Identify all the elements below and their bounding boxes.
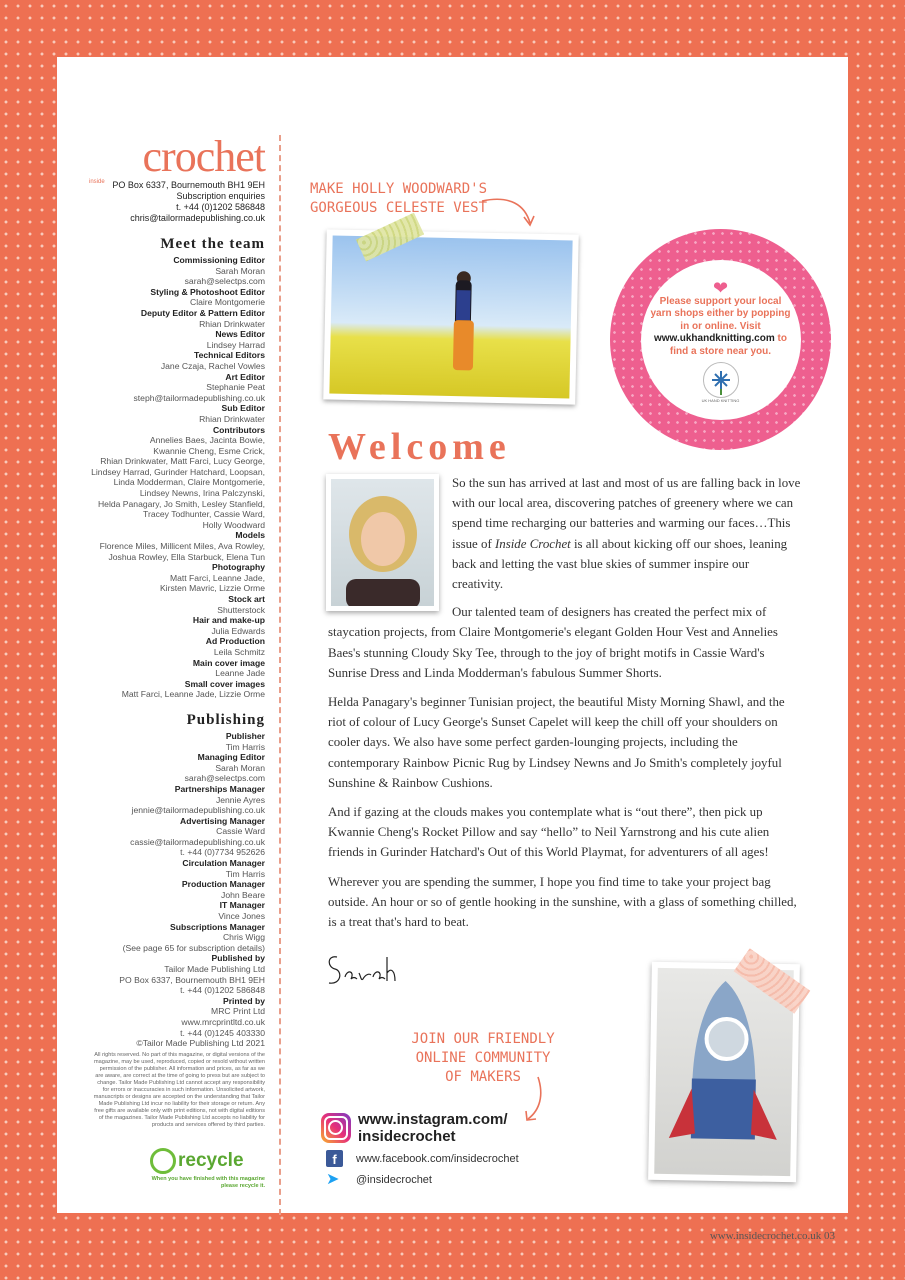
credit-name: t. +44 (0)1202 586848	[180, 985, 265, 996]
credit-role: Commissioning Editor	[173, 255, 265, 265]
credit-role: Subscriptions Manager	[169, 921, 265, 932]
welcome-title: Welcome	[328, 426, 511, 468]
community-callout: JOIN OUR FRIENDLY ONLINE COMMUNITY OF MAKERS	[411, 1031, 555, 1085]
credit-role: Small cover images	[184, 678, 265, 689]
credit-role: Publisher	[225, 730, 265, 741]
credit-name: Jane Czaja, Rachel Vowles	[160, 360, 265, 371]
uk-hand-knitting-logo-text: UK HAND KNITTING	[701, 398, 740, 403]
credit-role: Ad Production	[205, 636, 265, 647]
credit-name: Rhian Drinkwater	[199, 413, 265, 424]
credit-name[interactable]: cassie@tailormadepublishing.co.uk	[130, 836, 265, 847]
credit-role: Sub Editor	[221, 403, 265, 414]
credit-role: Deputy Editor & Pattern Editor	[140, 307, 265, 318]
heart-icon: ❤	[712, 277, 729, 298]
credit-name: Lindsey Newns, Irina Palczynski,	[139, 488, 265, 499]
credit-name: Claire Montgomerie	[190, 297, 265, 308]
twitter-icon: ➤	[326, 1171, 340, 1188]
phone: t. +44 (0)1202 586848	[176, 202, 265, 212]
credit-role: Stock art	[228, 594, 265, 604]
welcome-letter	[328, 473, 803, 941]
credit-name: Sarah Moran	[215, 265, 265, 276]
facebook-link[interactable]: f www.facebook.com/insidecrochet	[326, 1150, 519, 1167]
credit-role: Published by	[211, 953, 265, 964]
recycle-badge	[150, 1148, 265, 1189]
publishing-list	[85, 731, 265, 1049]
team-heading: Meet the team	[160, 236, 265, 252]
address: PO Box 6337, Bournemouth BH1 9EH	[112, 180, 265, 190]
credit-name: Lindsey Harrad	[206, 339, 265, 350]
curved-arrow-icon	[520, 1075, 550, 1125]
publishing-heading: Publishing	[186, 711, 265, 728]
credit-name: Linda Modderman, Claire Montgomerie,	[113, 477, 265, 488]
contact-block	[85, 180, 265, 224]
legal-text: All rights reserved. No part of this magazine, or digital versions of the magazine, may be used, reproduced, copied or resold without written permission of the publisher. All information and prices, as far as we are aware, are correct at the time of going to press but are subject to change. Tailor Made Publishing Ltd cannot accept any responsibility for errors or inaccuracies in such information. Unsolicited artwork, manuscripts or designs are accepted on the understanding that Tailor Made Publishing Ltd incur no liability for their storage or return. Any free gifts are available only with print editions, not with digital editions of the magazines. Tailor Made Publishing Ltd accepts no liability for products and services offered by third parties.	[93, 1051, 265, 1128]
credit-name[interactable]: www.mrcprintltd.co.uk	[181, 1016, 265, 1027]
recycle-icon	[150, 1148, 176, 1174]
credit-name: ©Tailor Made Publishing Ltd 2021	[136, 1038, 265, 1049]
credit-name: Tim Harris	[225, 868, 265, 879]
credit-role: Main cover image	[192, 657, 265, 668]
credit-name: (See page 65 for subscription details)	[122, 942, 265, 953]
twitter-link[interactable]: ➤ @insidecrochet	[326, 1171, 432, 1188]
facebook-icon: f	[326, 1150, 343, 1167]
credit-name: Joshua Rowley, Ella Starbuck, Elena Tun	[108, 551, 265, 562]
credit-name: t. +44 (0)7734 952626	[180, 847, 265, 858]
credit-name: Lindsey Harrad, Gurinder Hatchard, Loopsan,	[91, 466, 265, 477]
credit-name: PO Box 6337, Bournemouth BH1 9EH	[119, 974, 265, 985]
page-number: 03	[824, 1230, 835, 1242]
instagram-link[interactable]: www.instagram.com/ insidecrochet	[321, 1111, 507, 1145]
footer-url[interactable]: www.insidecrochet.co.uk	[709, 1230, 822, 1242]
model-figure	[440, 268, 488, 379]
credit-role: Photography	[212, 562, 265, 573]
paragraph-1: So the sun has arrived at last and most of us are falling back in love with our local area, discovering patches of greenery where we can spend time recharging our batteries and warming our faces…This issue of Inside Crochet is all about kicking off our shoes, leaning back and letting the vast blue skies of summer inspire our creativity.	[452, 476, 801, 592]
credit-name: MRC Print Ltd	[211, 1006, 265, 1017]
credit-name[interactable]: jennie@tailormadepublishing.co.uk	[131, 805, 265, 816]
uk-hand-knitting-logo	[703, 362, 739, 398]
signature	[325, 947, 425, 1002]
support-text: Please support your local yarn shops either by popping in or online. Visit www.ukhandknitting.com to find a store near you.	[650, 295, 791, 357]
credit-name: Shutterstock	[217, 604, 265, 615]
credit-role: Contributors	[212, 424, 265, 435]
credit-name: Annelies Baes, Jacinta Bowie,	[149, 435, 265, 446]
logo-text: crochet	[142, 132, 265, 181]
credit-name: Rhian Drinkwater	[199, 318, 265, 329]
paragraph-3: Helda Panagary's beginner Tunisian project, the beautiful Misty Morning Shawl, and the riot of colour of Lucy George's Sunset Capelet will keep the chill off your shoulders on cooler days. We also have some perfect garden-lounging projects, including the contemporary Rainbow Picnic Rug by Lindsey Newns and Jo Smith's completely joyful Sunshine & Rainbow Cushions.	[328, 695, 785, 790]
credit-name: Helda Panagary, Jo Smith, Lesley Stanfield,	[97, 498, 265, 509]
credit-role: Partnerships Manager	[174, 783, 265, 794]
credit-name[interactable]: sarah@selectps.com	[184, 276, 265, 287]
credit-role: Advertising Manager	[179, 815, 265, 826]
curved-arrow-icon	[480, 195, 540, 230]
credit-name[interactable]: steph@tailormadepublishing.co.uk	[133, 392, 265, 403]
credit-name: Stephanie Peat	[206, 382, 265, 393]
support-link[interactable]: www.ukhandknitting.com	[654, 333, 775, 344]
credit-name: Jennie Ayres	[215, 794, 265, 805]
credit-name: Kirsten Mavric, Lizzie Orme	[159, 583, 265, 594]
credit-name: Holly Woodward	[202, 519, 265, 530]
credit-name: Rhian Drinkwater, Matt Farci, Lucy George,	[100, 456, 265, 467]
recycle-label: recycle	[178, 1150, 244, 1171]
credit-name: t. +44 (0)1245 403330	[180, 1027, 265, 1038]
credit-name: Florence Miles, Millicent Miles, Ava Rowley,	[99, 541, 265, 552]
support-badge	[610, 229, 831, 450]
page-footer	[710, 1230, 835, 1242]
credit-name: Julia Edwards	[211, 625, 265, 636]
instagram-icon	[321, 1113, 351, 1143]
credit-name: Tim Harris	[225, 741, 265, 752]
credit-name: Matt Farci, Leanne Jade, Lizzie Orme	[121, 689, 265, 700]
vest-photo	[323, 229, 579, 404]
credit-name: Matt Farci, Leanne Jade,	[169, 572, 265, 583]
subs-label: Subscription enquiries	[176, 191, 265, 201]
masthead-column	[85, 132, 265, 1129]
credit-role: Styling & Photoshoot Editor	[150, 286, 265, 297]
credit-role: News Editor	[215, 329, 265, 340]
recycle-note: When you have finished with this magazine please recycle it.	[151, 1176, 265, 1189]
column-divider	[279, 135, 281, 1215]
paragraph-2: Our talented team of designers has created the perfect mix of staycation projects, from Claire Montgomerie's elegant Golden Hour Vest and Annelies Baes's stunning Cloudy Sky Tee, through to the joy of bright motifs in Cassie Ward's Sunrise Dress and Linda Modderman's fabulous Summer Shorts.	[328, 605, 778, 680]
credit-role: Circulation Manager	[182, 858, 265, 869]
credit-name: John Beare	[221, 889, 265, 900]
vest-callout: MAKE HOLLY WOODWARD'S GORGEOUS CELESTE VEST	[310, 181, 488, 216]
credit-name: Chris Wigg	[222, 932, 265, 943]
credit-role: Managing Editor	[197, 752, 265, 763]
credit-name: Leanne Jade	[215, 668, 265, 679]
credit-name: Leila Schmitz	[213, 646, 265, 657]
email-link[interactable]: chris@tailormadepublishing.co.uk	[130, 213, 265, 223]
credit-role: Printed by	[222, 995, 265, 1006]
credit-name: Vince Jones	[218, 911, 265, 922]
paragraph-4: And if gazing at the clouds makes you contemplate what is “out there”, then pick up Kwannie Cheng's Rocket Pillow and say “hello” to Neil Yarnstrong and his cute alien friends in Gurinder Hatchard's Out of this World Playmat, for adventurers of all ages!	[328, 805, 770, 860]
credit-role: Production Manager	[181, 879, 265, 890]
credit-name: Tracey Todhunter, Cassie Ward,	[143, 509, 265, 520]
credit-role: Hair and make-up	[192, 615, 265, 626]
credit-name: Tailor Made Publishing Ltd	[164, 964, 265, 974]
credit-name: Cassie Ward	[216, 826, 265, 837]
credit-role: IT Manager	[219, 900, 265, 911]
logo-prefix: inside	[89, 179, 105, 185]
team-list	[85, 255, 265, 700]
credit-name: Kwannie Cheng, Esme Crick,	[153, 445, 265, 456]
credit-name: Sarah Moran	[215, 762, 265, 773]
credit-role: Art Editor	[225, 371, 265, 382]
credit-role: Models	[235, 530, 265, 541]
credit-role: Technical Editors	[194, 350, 265, 361]
paragraph-5: Wherever you are spending the summer, I hope you find time to take your project bag outside. An hour or so of gentle hooking in the sunshine, with a glass of something chilled, is a treat that's hard to beat.	[328, 874, 797, 930]
credit-name[interactable]: sarah@selectps.com	[184, 773, 265, 784]
